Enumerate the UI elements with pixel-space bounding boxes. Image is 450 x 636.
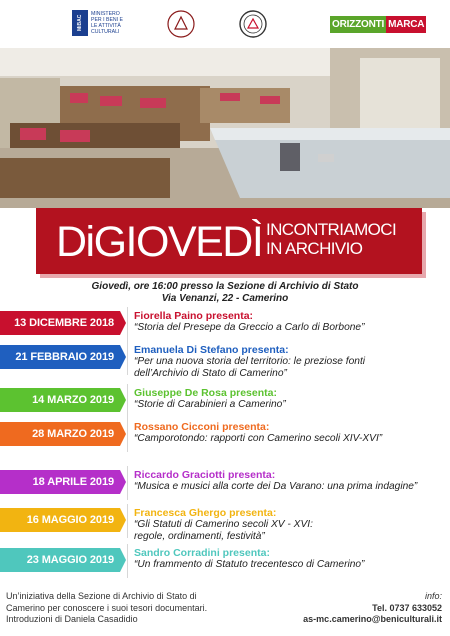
- title-banner: [36, 208, 422, 274]
- event-row: [0, 341, 450, 379]
- event-speaker: Sandro Corradini presenta:: [134, 547, 270, 559]
- phone-number: Tel. 0737 633052: [372, 602, 442, 613]
- mibac-text: MINISTERO PER I BENI E LE ATTIVITÀ CULTURALI: [91, 11, 123, 35]
- event-row: [0, 544, 450, 578]
- event-row: [0, 418, 450, 452]
- event-date-text: 13 DICEMBRE 2018: [14, 317, 114, 329]
- mibac-logo: [72, 10, 149, 36]
- event-date: [0, 508, 120, 532]
- row-divider: [127, 544, 128, 578]
- event-talk-title: “Per una nuova storia del territorio: le preziose fonti dell’Archivio di Stato di Camerino”: [134, 356, 366, 379]
- event-date: [0, 388, 120, 412]
- event-talk-title: “Storie di Carabinieri a Camerino”: [134, 399, 286, 410]
- event-row: [0, 384, 450, 418]
- event-title: DiGIOVEDÌ: [56, 218, 263, 266]
- rotary-seal-icon: [238, 9, 268, 39]
- event-date: [0, 311, 120, 335]
- row-divider: [127, 466, 128, 500]
- event-speaker: Francesca Ghergo presenta:: [134, 507, 277, 519]
- event-speaker: Riccardo Graciotti presenta:: [134, 469, 276, 481]
- info-label: info:: [424, 591, 442, 601]
- event-talk-title: “Un frammento di Statuto trecentesco di Camerino”: [134, 559, 365, 570]
- event-subtitle: INCONTRIAMOCI IN ARCHIVIO: [266, 220, 397, 258]
- event-date: [0, 422, 120, 446]
- event-date: [0, 548, 120, 572]
- event-speaker: Rossano Cicconi presenta:: [134, 421, 270, 433]
- event-speaker: Giuseppe De Rosa presenta:: [134, 387, 277, 399]
- event-date: [0, 345, 120, 369]
- event-date-text: 28 MARZO 2019: [32, 428, 114, 440]
- logo-strip: [0, 0, 450, 48]
- event-speaker: Emanuela Di Stefano presenta:: [134, 344, 289, 356]
- row-divider: [127, 384, 128, 418]
- event-row: [0, 504, 450, 542]
- event-date-text: 16 MAGGIO 2019: [26, 514, 114, 526]
- venue-info-line: Via Venanzi, 22 - Camerino: [161, 293, 289, 304]
- event-talk-title: “Storia del Presepe da Greccio a Carlo di Borbone”: [134, 322, 365, 333]
- orizzonti-logo: ORIZZONTI MARCA: [330, 14, 426, 34]
- event-row: [0, 466, 450, 500]
- row-divider: [127, 307, 128, 341]
- event-date-text: 21 FEBBRAIO 2019: [15, 351, 114, 363]
- event-date-text: 14 MARZO 2019: [32, 394, 114, 406]
- event-date-text: 18 APRILE 2019: [32, 476, 114, 488]
- row-divider: [127, 504, 128, 538]
- archive-room-photo: [0, 48, 450, 208]
- event-talk-title: “Gli Statuti di Camerino secoli XV - XVI: regole, ordinamenti, festività”: [134, 519, 313, 542]
- email-address: as-mc.camerino@beniculturali.it: [303, 614, 442, 624]
- schedule-info-line: Giovedì, ore 16:00 presso la Sezione di Archivio di Stato: [91, 281, 359, 292]
- event-talk-title: “Camporotondo: rapporti con Camerino secoli XIV-XVI”: [134, 433, 383, 444]
- archivio-seal-icon: [166, 9, 196, 39]
- footer-contact: [303, 591, 442, 626]
- row-divider: [127, 341, 128, 375]
- event-date: [0, 470, 120, 494]
- footer-description: Un’iniziativa della Sezione di Archivio di Stato di Camerino per conoscere i suoi tesori documentari. Introduzioni di Daniela Casadidio: [6, 591, 208, 624]
- event-date-text: 23 MAGGIO 2019: [26, 554, 114, 566]
- mibac-mark: MiBAC: [72, 10, 88, 36]
- event-speaker: Fiorella Paino presenta:: [134, 310, 254, 322]
- event-row: [0, 307, 450, 341]
- row-divider: [127, 418, 128, 452]
- event-talk-title: “Musica e musici alla corte dei Da Varano: una prima indagine”: [134, 481, 418, 492]
